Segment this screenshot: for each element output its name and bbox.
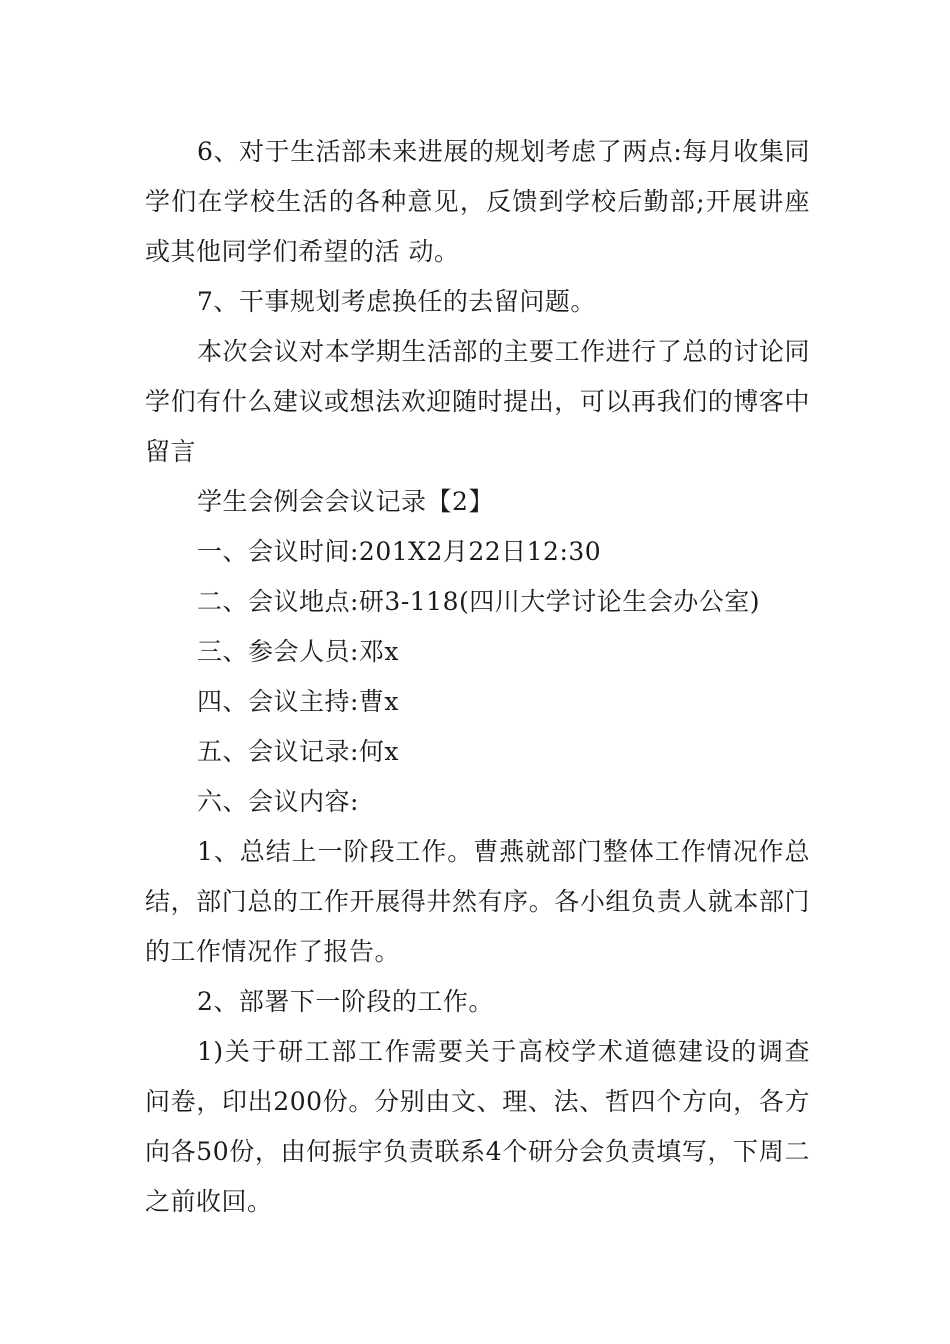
- meeting-recorder: 五、会议记录:何x: [197, 737, 400, 766]
- document-body: [145, 127, 810, 1227]
- paragraph-summary: 本次会议对本学期生活部的主要工作进行了总的讨论同学们有什么建议或想法欢迎随时提出，可以再我们的博客中留言: [145, 337, 810, 466]
- content-item-1: 1、总结上一阶段工作。曹燕就部门整体工作情况作总结，部门总的工作开展得井然有序。各小组负责人就本部门的工作情况作了报告。: [145, 837, 810, 966]
- content-subitem-1: 1)关于研工部工作需要关于高校学术道德建设的调查问卷，印出200份。分别由文、理、法、哲四个方向，各方向各50份，由何振宇负责联系4个研分会负责填写，下周二之前收回。: [145, 1037, 810, 1216]
- meeting-time: 一、会议时间:201X2月22日12:30: [197, 537, 602, 566]
- meeting-host: 四、会议主持:曹x: [197, 687, 400, 716]
- meeting-attendees: 三、参会人员:邓x: [197, 637, 400, 666]
- paragraph-item-7: 7、干事规划考虑换任的去留问题。: [197, 287, 596, 316]
- section-title: 学生会例会会议记录【2】: [197, 487, 494, 516]
- meeting-location: 二、会议地点:研3-118(四川大学讨论生会办公室): [197, 587, 761, 616]
- meeting-content-heading: 六、会议内容:: [197, 787, 359, 816]
- content-item-2: 2、部署下一阶段的工作。: [197, 987, 494, 1016]
- paragraph-item-6: 6、对于生活部未来进展的规划考虑了两点:每月收集同学们在学校生活的各种意见，反馈到学校后勤部;开展讲座或其他同学们希望的活 动。: [145, 137, 810, 266]
